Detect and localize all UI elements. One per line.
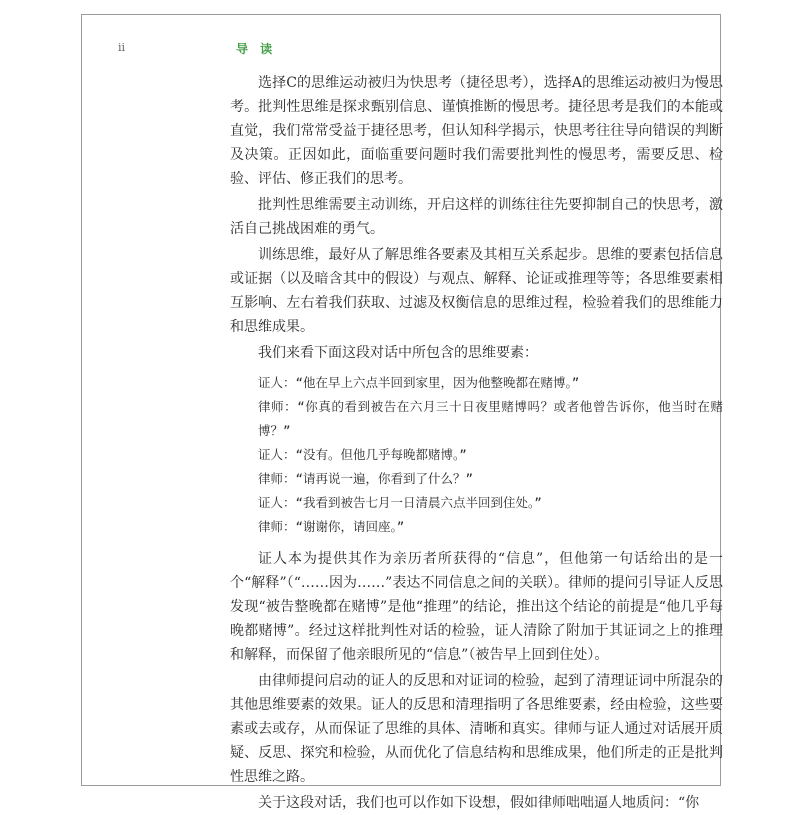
page-number: ii bbox=[118, 41, 126, 54]
dialogue-line-witness: 证人：“没有。但他几乎每晚都赌博。” bbox=[258, 447, 467, 462]
page-content bbox=[230, 71, 723, 815]
paragraph: 批判性思维需要主动训练，开启这样的训练往往先要抑制自己的快思考，激活自己挑战困难的勇气。 bbox=[230, 197, 723, 237]
paragraph: 选择C的思维运动被归为快思考（捷径思考），选择A的思维运动被归为慢思考。批判性思维是探求甄别信息、谨慎推断的慢思考。捷径思考是我们的本能或直觉，我们常常受益于捷径思考，但认知科学揭示，快思考往往导向错误的判断及决策。正因如此，面临重要问题时我们需要批判性的慢思考，需要反思、检验、评估、修正我们的思考。 bbox=[230, 75, 723, 187]
paragraph: 由律师提问启动的证人的反思和对证词的检验，起到了清理证词中所混杂的其他思维要素的效果。证人的反思和清理指明了各思维要素，经由检验，这些要素或去或存，从而保证了思维的具体、清晰和真实。律师与证人通过对话展开质疑、反思、探究和检验，从而优化了信息结构和思维成果，他们所走的正是批判性思维之路。 bbox=[230, 673, 723, 785]
book-page bbox=[81, 14, 723, 811]
dialogue-line-witness: 证人：“他在早上六点半回到家里，因为他整晚都在赌博。” bbox=[258, 375, 580, 390]
page-header bbox=[82, 41, 720, 61]
paragraph: 我们来看下面这段对话中所包含的思维要素： bbox=[258, 345, 538, 361]
section-title: 导 读 bbox=[236, 42, 277, 56]
paragraph: 证人本为提供其作为亲历者所获得的“信息”，但他第一句话给出的是一个“解释”（“……因为……”表达不同信息之间的关联）。律师的提问引导证人反思发现“被告整晚都在赌博”是他“推理”的结论，推出这个结论的前提是“他几乎每晚都赌博”。经过这样批判性对话的检验，证人清除了附加于其证词之上的推理和解释，而保留了他亲眼所见的“信息”（被告早上回到住处）。 bbox=[230, 551, 723, 663]
dialogue-line-lawyer: 律师：“你真的看到被告在六月三十日夜里赌博吗？或者他曾告诉你，他当时在赌博？” bbox=[258, 399, 723, 438]
paragraph: 关于这段对话，我们也可以作如下设想，假如律师咄咄逼人地质问：“你 bbox=[258, 795, 700, 811]
dialogue-line-witness: 证人：“我看到被告七月一日清晨六点半回到住处。” bbox=[258, 495, 542, 510]
dialogue-line-lawyer: 律师：“请再说一遍，你看到了什么？” bbox=[258, 471, 474, 486]
dialogue-block bbox=[230, 371, 723, 539]
dialogue-line-lawyer: 律师：“谢谢你，请回座。” bbox=[258, 519, 405, 534]
paragraph: 训练思维，最好从了解思维各要素及其相互关系起步。思维的要素包括信息或证据（以及暗含其中的假设）与观点、解释、论证或推理等等；各思维要素相互影响、左右着我们获取、过滤及权衡信息的思维过程，检验着我们的思维能力和思维成果。 bbox=[230, 247, 723, 335]
